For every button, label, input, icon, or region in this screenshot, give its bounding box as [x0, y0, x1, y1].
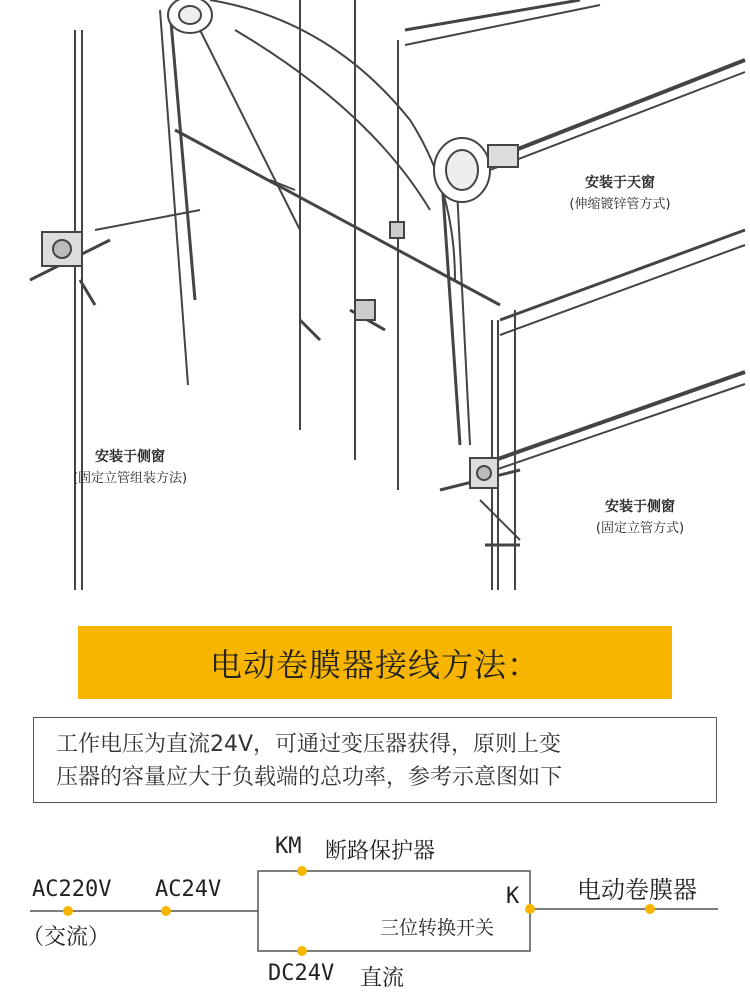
ac24-dot	[161, 906, 171, 916]
switch-dot	[525, 904, 535, 914]
ac24-label: AC24V	[155, 877, 222, 902]
wiring-diagram	[0, 820, 750, 1006]
dc24-label: DC24V	[268, 961, 335, 986]
k-label: K	[506, 884, 520, 909]
motor-label: 电动卷膜器	[577, 876, 697, 904]
motor-dot	[645, 904, 655, 914]
ac220-dot	[63, 906, 73, 916]
breaker-label: 断路保护器	[325, 839, 436, 864]
right-side-caption-subtitle: (固定立管方式)	[595, 521, 685, 536]
dc-type-label: 直流	[360, 966, 405, 991]
ac-type-label: （交流）	[22, 925, 111, 950]
notice-line-2: 压器的容量应大于负载端的总功率，参考示意图如下	[56, 765, 563, 790]
left-side-caption-title: 安装于侧窗	[95, 449, 165, 465]
roof-caption-subtitle: (伸缩镀锌管方式)	[569, 197, 671, 212]
notice-line-1: 工作电压为直流24V，可通过变压器获得，原则上变	[56, 732, 562, 757]
km-dot	[297, 866, 307, 876]
notice-box	[33, 717, 717, 803]
left-side-caption-subtitle: (固定立管组装方法)	[72, 471, 188, 486]
ac220-label: AC220V	[32, 877, 112, 902]
banner-title: 电动卷膜器接线方法：	[209, 645, 540, 684]
switch-label: 三位转换开关	[380, 917, 495, 939]
km-label: KM	[275, 834, 302, 859]
dc24-dot	[297, 946, 307, 956]
right-side-caption-title: 安装于侧窗	[605, 499, 675, 515]
right-side-caption	[555, 496, 725, 540]
left-side-caption	[30, 446, 230, 490]
roof-caption	[530, 172, 710, 216]
roof-caption-title: 安装于天窗	[585, 175, 655, 191]
section-banner	[78, 626, 672, 699]
